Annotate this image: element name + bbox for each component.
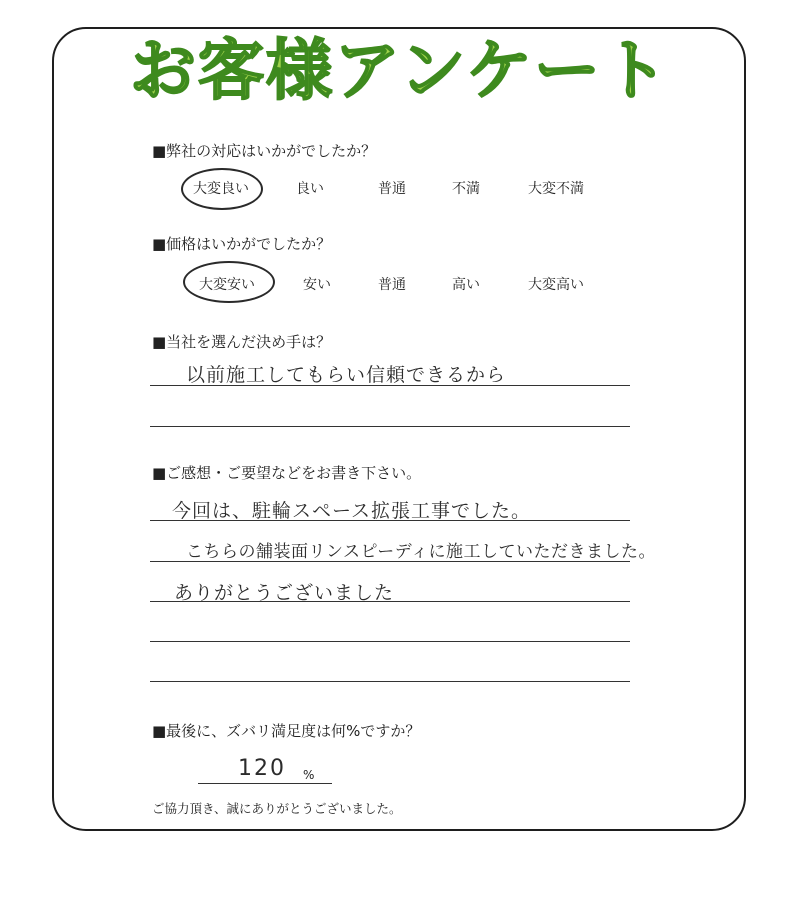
answer-line [150,601,630,602]
thank-you-note: ご協力頂き、誠にありがとうございました。 [152,801,402,816]
question-comments: ■ご感想・ご要望などをお書き下さい。 [152,464,422,482]
answer-line [150,641,630,642]
question-service: ■弊社の対応はいかがでしたか？ [152,142,377,160]
option-price-normal[interactable]: 普通 [378,277,406,293]
option-service-normal[interactable]: 普通 [378,181,406,197]
survey-title: お客様アンケート [129,32,671,109]
option-price-cheap[interactable]: 安い [303,277,331,293]
answer-line [150,385,630,386]
option-price-very-cheap[interactable]: 大変安い [199,277,255,293]
option-service-very-dissatisfied[interactable]: 大変不満 [528,181,584,197]
option-service-dissatisfied[interactable]: 不満 [452,181,480,197]
answer-comment-line-2: こちらの舗装面リンスピーディに施工していただきました。 [186,542,656,562]
question-reason: ■当社を選んだ決め手は？ [152,333,332,351]
answer-line [150,426,630,427]
satisfaction-unit: % [303,768,315,782]
answer-comment-line-1: 今回は、駐輪スペース拡張工事でした。 [172,500,532,522]
question-price: ■価格はいかがでしたか？ [152,235,332,253]
satisfaction-line [198,783,332,784]
option-service-very-good[interactable]: 大変良い [193,181,249,197]
answer-line [150,520,630,521]
satisfaction-value: 120 [238,756,286,781]
answer-comment-line-3: ありがとうございました [174,582,395,604]
option-price-very-expensive[interactable]: 大変高い [528,277,584,293]
option-service-good[interactable]: 良い [296,181,324,197]
answer-line [150,561,630,562]
answer-line [150,681,630,682]
question-satisfaction: ■最後に、ズバリ満足度は何%ですか？ [152,722,421,740]
option-price-expensive[interactable]: 高い [452,277,480,293]
answer-reason-line-1: 以前施工してもらい信頼できるから [186,364,507,386]
